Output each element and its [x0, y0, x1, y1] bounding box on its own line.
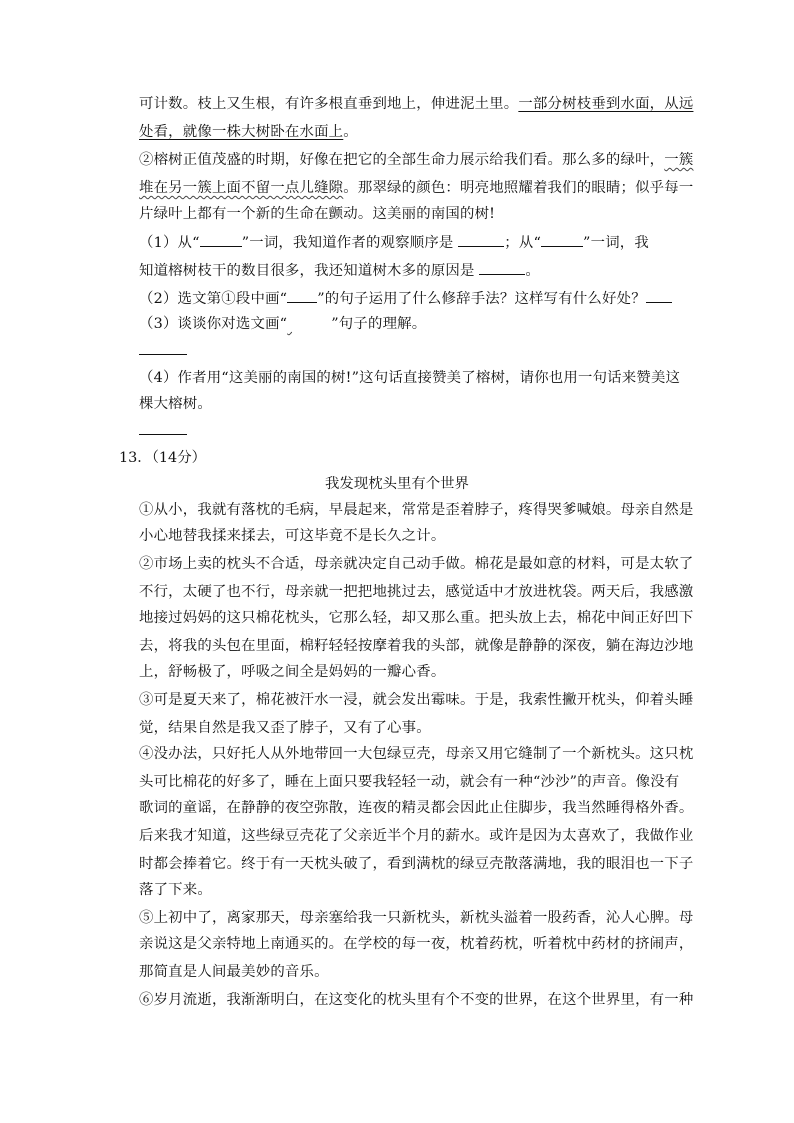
- answer-blank[interactable]: [646, 288, 672, 303]
- passage-line: 歌词的童谣，在静静的夜空弥散，连夜的精灵都会因此止住脚步，我当然睡得格外香。: [139, 800, 694, 816]
- wavy-underlined-sentence: 堆在另一簇上面不留一点儿缝隙: [139, 180, 344, 196]
- passage-title: 我发现枕头里有个世界: [325, 476, 469, 492]
- passage-line: 亲说这是父亲特地上南通买的。在学校的每一夜，枕着药枕，听着枕中药材的挤闹声，: [139, 936, 694, 952]
- answer-blank[interactable]: [479, 260, 525, 275]
- answer-blank[interactable]: [458, 232, 504, 247]
- text-run: （3）谈谈你对选文画“: [139, 316, 288, 332]
- wavy-line-sample: [287, 314, 331, 334]
- question-3: [139, 314, 675, 334]
- passage-line: [139, 122, 675, 142]
- text-run: ”一词，我知道作者的观察顺序是: [241, 235, 454, 251]
- passage-line: 片绿叶上都有一个新的生命在颤动。这美丽的南国的树!: [139, 206, 496, 222]
- answer-blank[interactable]: [200, 232, 242, 247]
- solid-line-sample: [287, 288, 317, 303]
- question-4-cont: 棵大榕树。: [139, 396, 212, 412]
- question-1: [139, 232, 675, 253]
- text-run: （2）选文第①段中画“: [139, 291, 288, 307]
- passage-line: 那简直是人间最美妙的音乐。: [139, 964, 329, 980]
- text-run: 知道榕树枝干的数目很多，我还知道树木多的原因是: [139, 263, 475, 279]
- passage-line: [139, 178, 694, 198]
- question-1-cont: [139, 260, 675, 281]
- question-4: （4）作者用“这美丽的南国的树!”这句话直接赞美了榕树，请你也用一句话来赞美这: [139, 370, 681, 386]
- passage-line: 上，舒畅极了，呼吸之间全是妈妈的一瓣心香。: [139, 664, 446, 680]
- text-run: 。那翠绿的颜色：明亮地照耀着我们的眼睛；似乎每一: [343, 180, 694, 196]
- question-2: [139, 288, 675, 309]
- passage-line: 去，将我的头包在里面，棉籽轻轻按摩着我的头部，就像是静静的深夜，躺在海边沙地: [139, 638, 694, 654]
- question-number: 13．（14分）: [119, 450, 206, 466]
- answer-line[interactable]: [139, 354, 187, 355]
- passage-line: 觉，结果自然是我又歪了脖子，又有了心事。: [139, 720, 431, 736]
- passage-line: ⑤上初中了，离家那天，母亲塞给我一只新枕头，新枕头溢着一股药香，沁人心脾。母: [139, 910, 694, 926]
- passage-line: 后来我才知道，这些绿豆壳花了父亲近半个月的薪水。或许是因为太喜欢了，我做作业: [139, 828, 694, 844]
- text-run: 。: [343, 124, 358, 140]
- passage-line: 落了下来。: [139, 882, 212, 898]
- text-run: ”句子的理解。: [331, 316, 427, 332]
- passage-line: [139, 150, 694, 170]
- text-run: 可计数。枝上又生根，有许多根直垂到地上，伸进泥土里。: [139, 96, 519, 112]
- passage-line: ⑥岁月流逝，我渐渐明白，在这变化的枕头里有个不变的世界，在这个世界里，有一种: [139, 992, 694, 1008]
- passage-line: 时都会捧着它。终于有一天枕头破了，看到满枕的绿豆壳散落满地，我的眼泪也一下子: [139, 856, 694, 872]
- text-run: 。: [525, 263, 540, 279]
- passage-line: 头可比棉花的好多了，睡在上面只要我轻轻一动，就会有一种“沙沙”的声音。像没有: [139, 774, 680, 790]
- passage-line: ③可是夏天来了，棉花被汗水一浸，就会发出霉味。于是，我索性撇开枕头，仰着头睡: [139, 692, 694, 708]
- text-run: ；从“: [504, 235, 542, 251]
- text-run: ②榕树正值茂盛的时期，好像在把它的全部生命力展示给我们看。那么多的绿叶，: [139, 152, 665, 168]
- text-run: （1）从“: [139, 235, 200, 251]
- wavy-underlined-sentence: 一簇: [664, 152, 694, 168]
- text-run: ”一词，我: [583, 235, 649, 251]
- underlined-sentence: 处看，就像一株大树卧在水面上: [139, 124, 344, 140]
- underlined-sentence: 一部分树枝垂到水面，从远: [518, 96, 694, 112]
- passage-line: 不行，太硬了也不行，母亲就一把把地挑过去，感觉适中才放进枕袋。两天后，我感激: [139, 584, 694, 600]
- answer-blank[interactable]: [541, 232, 583, 247]
- passage-line: ①从小，我就有落枕的毛病，早晨起来，常常是歪着脖子，疼得哭爹喊娘。母亲自然是: [139, 502, 694, 518]
- passage-line: [139, 94, 694, 114]
- passage-line: 小心地替我揉来揉去，可这毕竟不是长久之计。: [139, 528, 446, 544]
- passage-line: 地接过妈妈的这只棉花枕头，它那么轻，却又那么重。把头放上去，棉花中间正好凹下: [139, 610, 694, 626]
- passage-line: ②市场上卖的枕头不合适，母亲就决定自己动手做。棉花是最如意的材料，可是太软了: [139, 556, 694, 572]
- answer-line[interactable]: [139, 434, 187, 435]
- text-run: ”的句子运用了什么修辞手法？这样写有什么好处？: [317, 291, 646, 307]
- passage-line: ④没办法，只好托人从外地带回一大包绿豆壳，母亲又用它缝制了一个新枕头。这只枕: [139, 746, 694, 762]
